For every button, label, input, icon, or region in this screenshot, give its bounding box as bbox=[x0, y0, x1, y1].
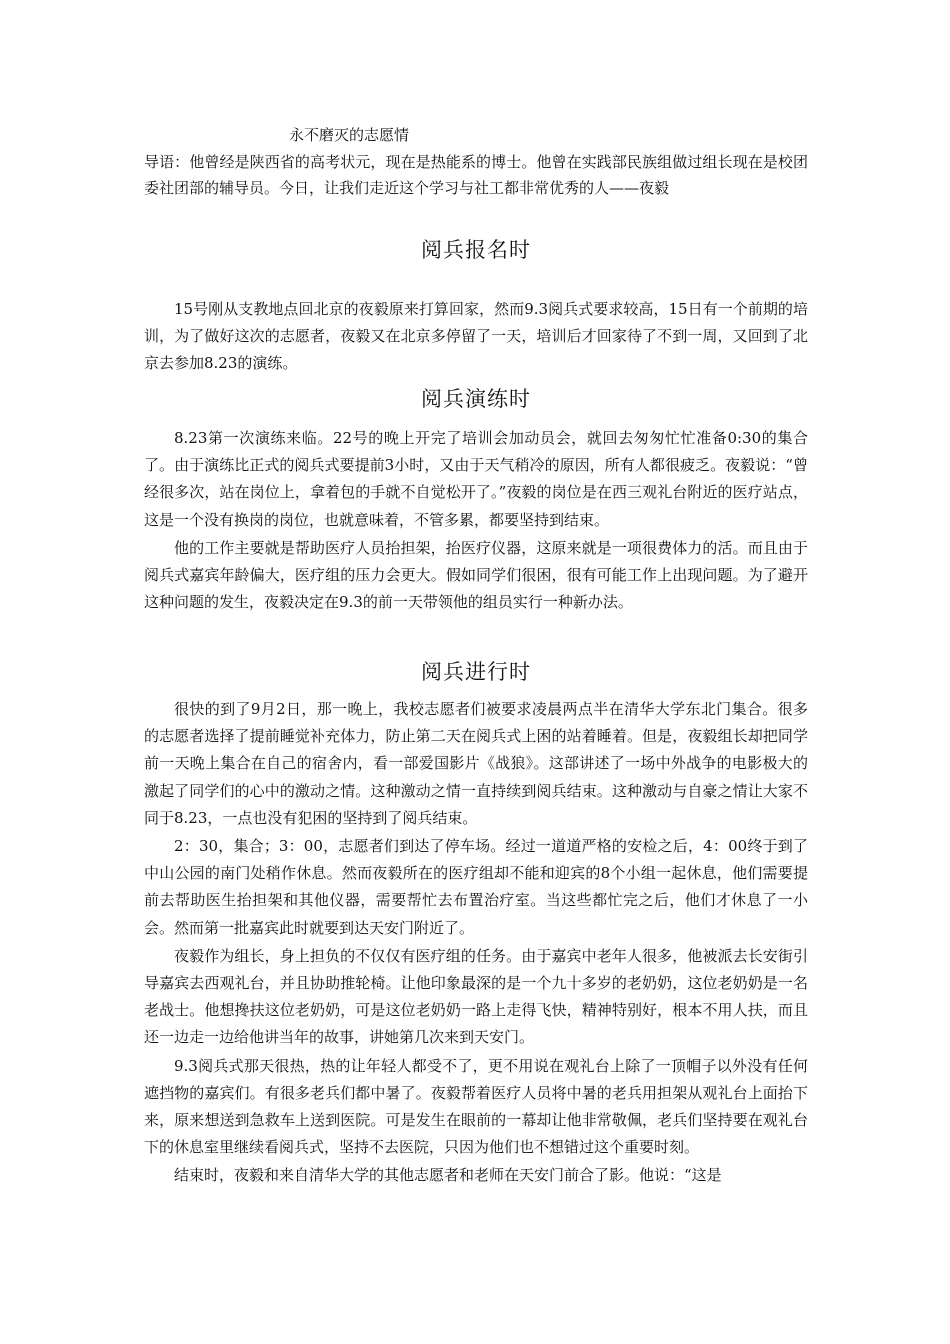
paragraph: 15号刚从支教地点回北京的夜毅原来打算回家，然而9.3阅兵式要求较高，15日有一个前期的培训，为了做好这次的志愿者，夜毅又在北京多停留了一天，培训后才回家待了不到一周，又回到了北京去参加8.23的演练。 bbox=[144, 300, 808, 373]
paragraph: 夜毅作为组长，身上担负的不仅仅有医疗组的任务。由于嘉宾中老年人很多，他被派去长安街引导嘉宾去西观礼台，并且协助推轮椅。让他印象最深的是一个九十多岁的老奶奶，这位老奶奶是一名老战士。他想搀扶这位老奶奶，可是这位老奶奶一路上走得飞快，精神特别好，根本不用人扶，而且还一边走一边给他讲当年的故事，讲她第几次来到天安门。 bbox=[144, 946, 808, 1047]
section-heading-rehearsal: 阅兵演练时 bbox=[421, 387, 531, 411]
section-heading-registration: 阅兵报名时 bbox=[421, 238, 531, 262]
intro-paragraph: 导语：他曾经是陕西省的高考状元，现在是热能系的博士。他曾在实践部民族组做过组长现在是校团委社团部的辅导员。今日，让我们走近这个学习与社工都非常优秀的人——夜毅 bbox=[144, 153, 808, 197]
section-body-rehearsal bbox=[144, 425, 808, 617]
paragraph: 8.23第一次演练来临。22号的晚上开完了培训会加动员会，就回去匆匆忙忙准备0:30的集合了。由于演练比正式的阅兵式要提前3小时，又由于天气稍冷的原因，所有人都很疲乏。夜毅说：“曾经很多次，站在岗位上，拿着包的手就不自觉松开了。”夜毅的岗位是在西三观礼台附近的医疗站点，这是一个没有换岗的岗位，也就意味着，不管多累，都要坚持到结束。 bbox=[144, 429, 808, 529]
section-heading-parade: 阅兵进行时 bbox=[421, 660, 531, 684]
document-title: 永不磨灭的志愿情 bbox=[289, 126, 410, 144]
section-body-parade bbox=[144, 696, 808, 1191]
paragraph: 9.3阅兵式那天很热，热的让年轻人都受不了，更不用说在观礼台上除了一顶帽子以外没有任何遮挡物的嘉宾们。有很多老兵们都中暑了。夜毅帮着医疗人员将中暑的老兵用担架从观礼台上面抬下来，原来想送到急救车上送到医院。可是发生在眼前的一幕却让他非常敬佩，老兵们坚持要在观礼台下的休息室里继续看阅兵式，坚持不去医院，只因为他们也不想错过这个重要时刻。 bbox=[144, 1056, 808, 1157]
section-body-registration bbox=[144, 296, 808, 379]
paragraph: 2：30，集合；3：00，志愿者们到达了停车场。经过一道道严格的安检之后，4：00终于到了中山公园的南门处稍作休息。然而夜毅所在的医疗组却不能和迎宾的8个小组一起休息，他们需要提前去帮助医生抬担架和其他仪器，需要帮忙去布置治疗室。当这些都忙完之后，他们才休息了一小会。然而第一批嘉宾此时就要到达天安门附近了。 bbox=[144, 837, 808, 937]
paragraph: 他的工作主要就是帮助医疗人员抬担架，抬医疗仪器，这原来就是一项很费体力的活。而且由于阅兵式嘉宾年龄偏大，医疗组的压力会更大。假如同学们很困，很有可能工作上出现问题。为了避开这种问题的发生，夜毅决定在9.3的前一天带领他的组员实行一种新办法。 bbox=[144, 538, 808, 612]
paragraph: 结束时，夜毅和来自清华大学的其他志愿者和老师在天安门前合了影。他说：“这是 bbox=[174, 1166, 722, 1185]
paragraph: 很快的到了9月2日，那一晚上，我校志愿者们被要求凌晨两点半在清华大学东北门集合。很多的志愿者选择了提前睡觉补充体力，防止第二天在阅兵式上困的站着睡着。但是，夜毅组长却把同学前一天晚上集合在自己的宿舍内，看一部爱国影片《战狼》。这部讲述了一场中外战争的电影极大的激起了同学们的心中的激动之情。这种激动之情一直持续到阅兵结束。这种激动与自豪之情让大家不同于8.23，一点也没有犯困的坚持到了阅兵结束。 bbox=[144, 700, 808, 827]
